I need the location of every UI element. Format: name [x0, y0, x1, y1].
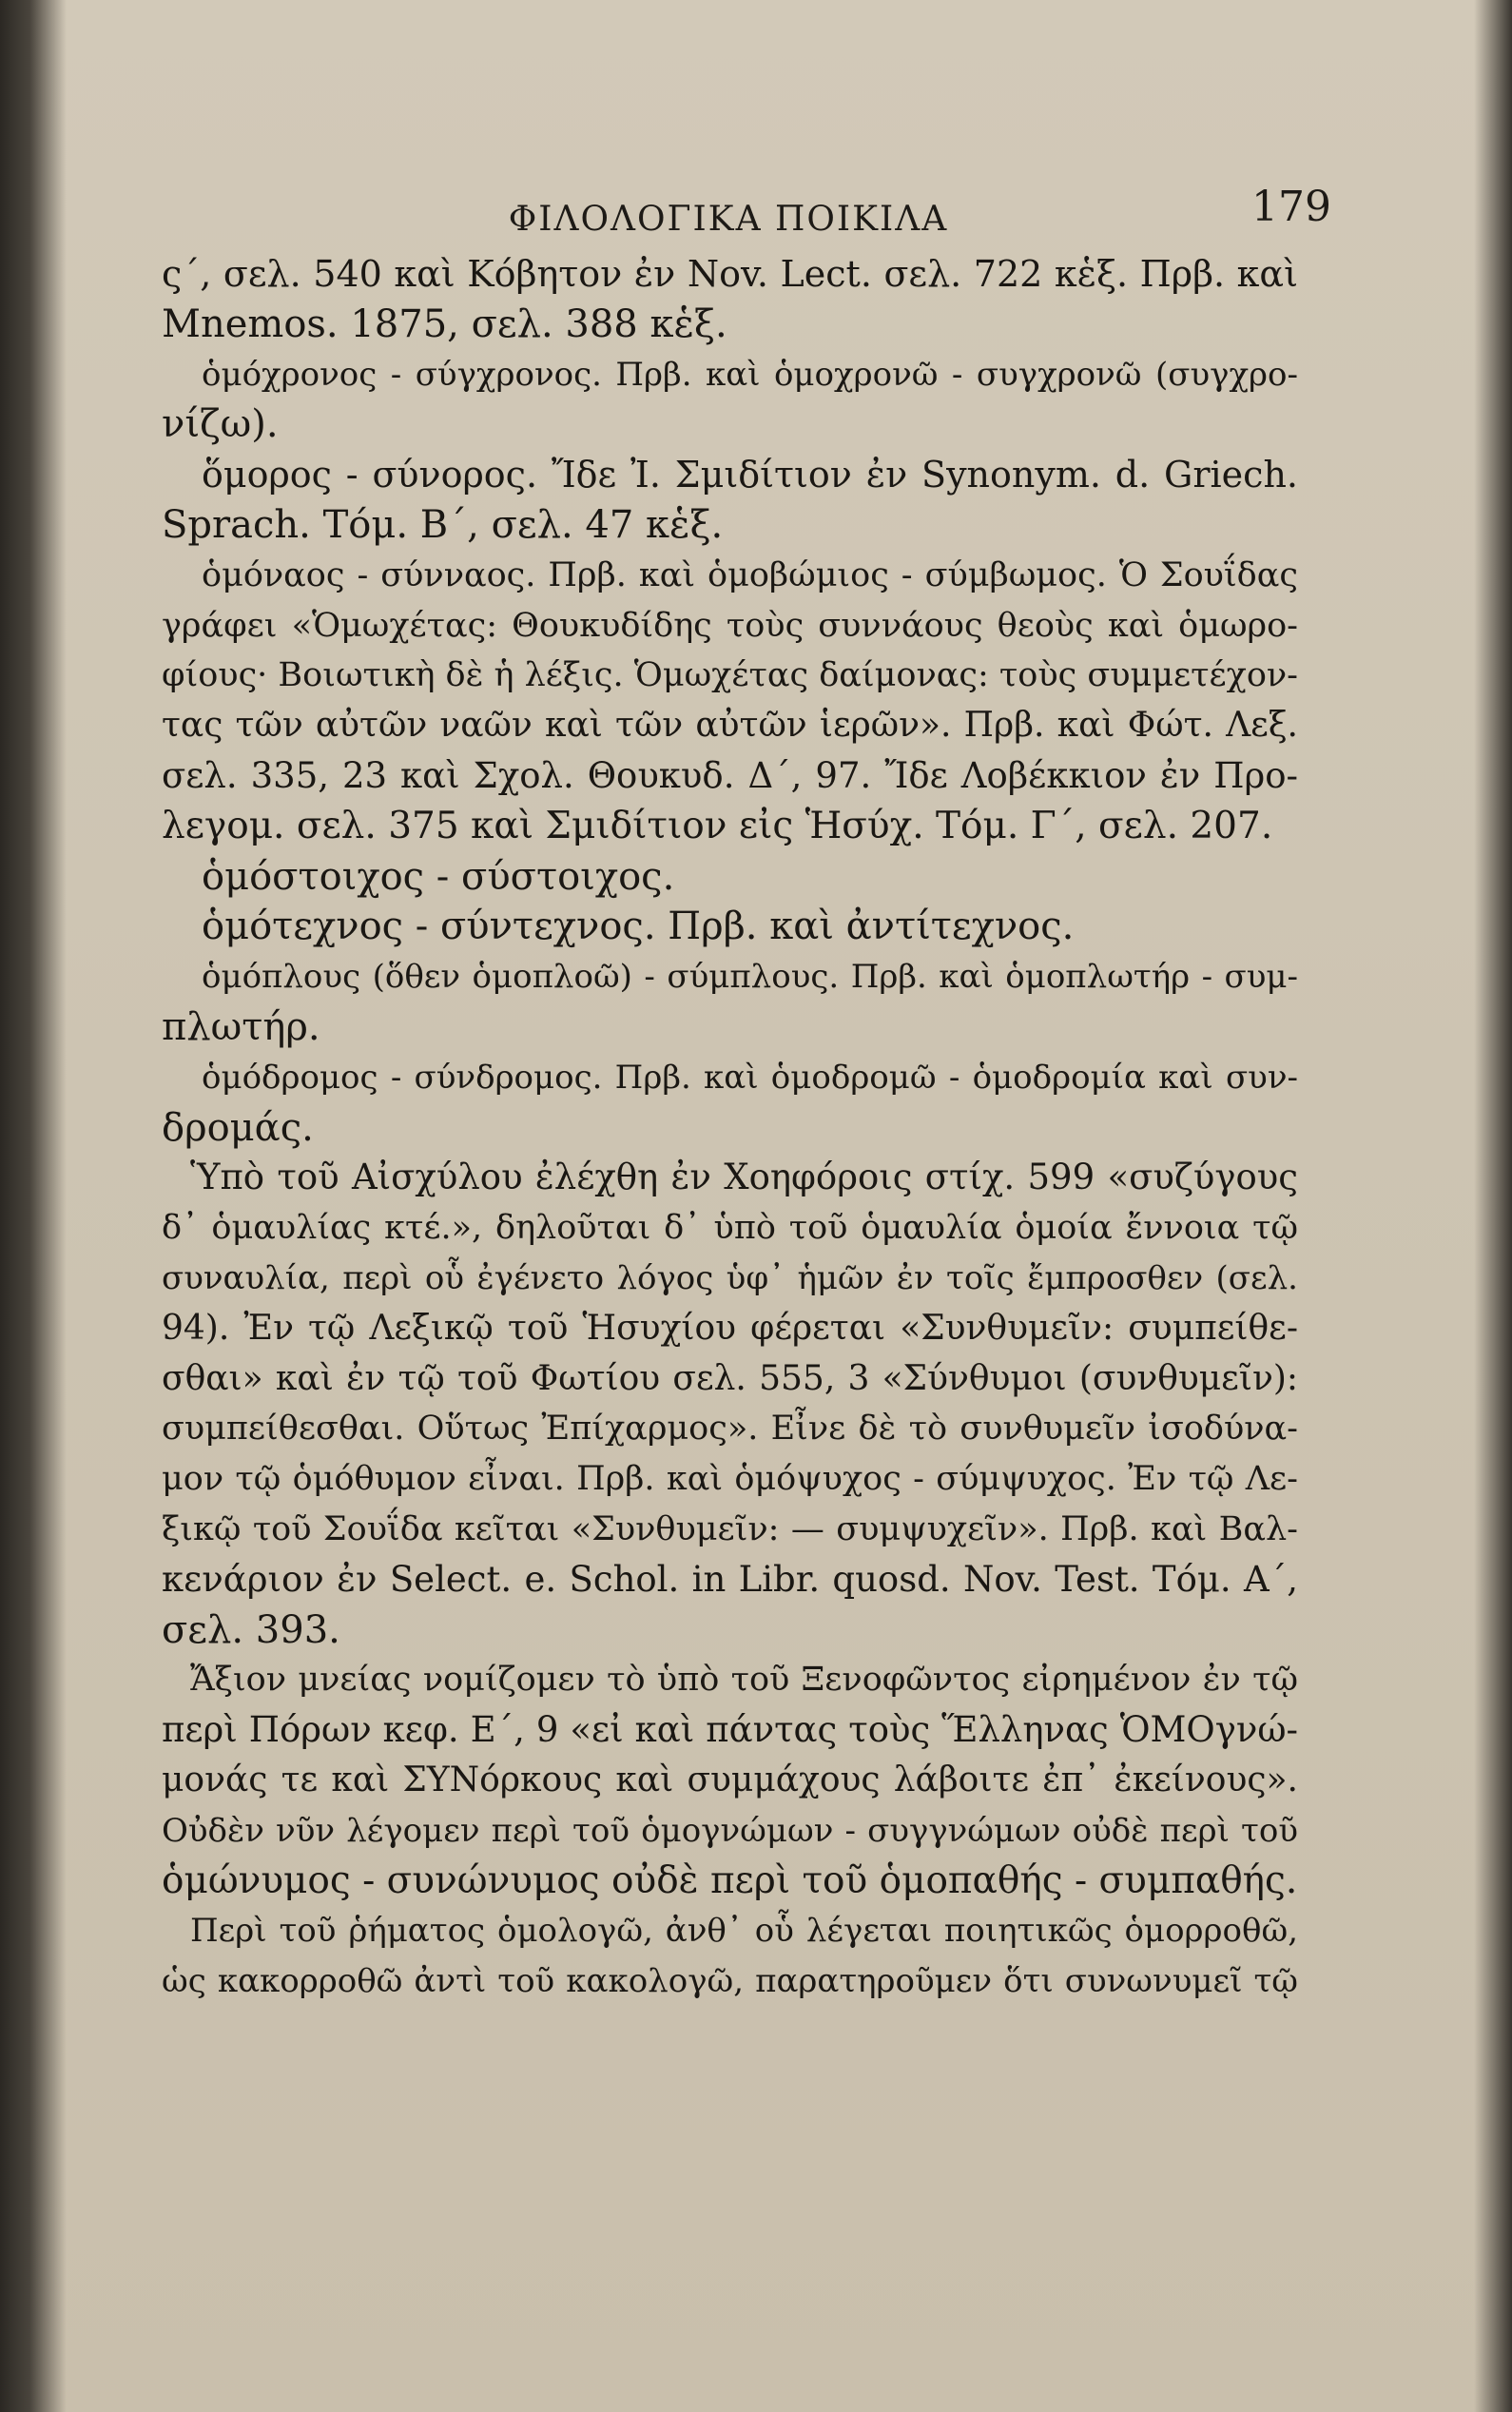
text-line: τας τῶν αὐτῶν ναῶν καὶ τῶν αὐτῶν ἱερῶν». Πρβ. καὶ Φώτ. Λεξ.: [162, 706, 1298, 746]
text-line: Οὐδὲν νῦν λέγομεν περὶ τοῦ ὁμογνώμων - συγγνώμων οὐδὲ περὶ τοῦ: [162, 1811, 1298, 1850]
text-line: περὶ Πόρων κεφ. Ε΄, 9 «εἰ καὶ πάντας τοὺς Ἕλληνας ὉΜΟγνώ-: [162, 1709, 1298, 1751]
text-line: ὁμώνυμος - συνώνυμος οὐδὲ περὶ τοῦ ὁμοπαθής - συμπαθής.: [162, 1858, 1298, 1902]
text-line: μονάς τε καὶ ΣΥΝόρκους καὶ συμμάχους λάβοιτε ἐπ᾽ ἐκείνους».: [162, 1760, 1298, 1799]
text-line: φίους· Βοιωτικὴ δὲ ἡ λέξις. Ὁμωχέτας δαίμονας: τοὺς συμμετέχον-: [162, 656, 1299, 695]
text-line: πλωτήρ.: [162, 1004, 320, 1049]
text-line: ὁμόναος - σύνναος. Πρβ. καὶ ὁμοβώμιος - σύμβωμος. Ὁ Σουΐδας: [202, 555, 1298, 594]
text-body: [162, 249, 1298, 2007]
text-line: ξικῷ τοῦ Σουΐδα κεῖται «Συνθυμεῖν: — συμψυχεῖν». Πρβ. καὶ Βαλ-: [162, 1509, 1298, 1548]
text-line: Περὶ τοῦ ῥήματος ὁμολογῶ, ἀνθ᾽ οὗ λέγεται ποιητικῶς ὁμορροθῶ,: [190, 1912, 1298, 1951]
text-line: σελ. 393.: [162, 1607, 340, 1652]
page-gutter-shadow: [0, 0, 67, 2412]
text-line: γράφει «Ὁμωχέτας: Θουκυδίδης τοὺς συννάους θεοὺς καὶ ὁμωρο-: [162, 606, 1298, 645]
text-line: κενάριον ἐν Select. e. Schol. in Libr. quosd. Nov. Test. Τόμ. Α΄,: [162, 1558, 1298, 1600]
page-number: 179: [1251, 183, 1331, 231]
text-line: 94). Ἐν τῷ Λεξικῷ τοῦ Ἡσυχίου φέρεται «Συνθυμεῖν: συμπείθε-: [162, 1308, 1298, 1348]
text-line: ὁμόχρονος - σύγχρονος. Πρβ. καὶ ὁμοχρονῶ - συγχρονῶ (συγχρο-: [202, 355, 1298, 394]
text-line: ὁμότεχνος - σύντεχνος. Πρβ. καὶ ἀντίτεχνος.: [202, 904, 1075, 949]
text-line: σθαι» καὶ ἐν τῷ τοῦ Φωτίου σελ. 555, 3 «Σύνθυμοι (συνθυμεῖν):: [162, 1358, 1298, 1398]
text-line: σελ. 335, 23 καὶ Σχολ. Θουκυδ. Δ΄, 97. Ἴδε Λοβέκκιον ἐν Προ-: [162, 754, 1298, 796]
text-line: Sprach. Τόμ. Β΄, σελ. 47 κἑξ.: [162, 502, 724, 547]
text-line: Ἄξιον μνείας νομίζομεν τὸ ὑπὸ τοῦ Ξενοφῶντος εἰρημένον ἐν τῷ: [190, 1661, 1298, 1700]
text-line: δ᾽ ὁμαυλίας κτέ.», δηλοῦται δ᾽ ὑπὸ τοῦ ὁμαυλία ὁμοία ἔννοια τῷ: [162, 1209, 1298, 1248]
text-line: λεγομ. σελ. 375 καὶ Σμιδίτιον εἰς Ἡσύχ. Τόμ. Γ΄, σελ. 207.: [162, 804, 1273, 847]
text-line: ς΄, σελ. 540 καὶ Κόβητον ἐν Nov. Lect. σελ. 722 κἑξ. Πρβ. καὶ: [162, 253, 1298, 295]
text-line: ὁμόστοιχος - σύστοιχος.: [202, 854, 675, 899]
text-line: Mnemos. 1875, σελ. 388 κἑξ.: [162, 302, 727, 346]
text-line: ὅμορος - σύνορος. Ἴδε Ἰ. Σμιδίτιον ἐν Synonym. d. Griech.: [202, 454, 1298, 496]
text-line: ὡς κακορροθῶ ἀντὶ τοῦ κακολογῶ, παρατηροῦμεν ὅτι συνωνυμεῖ τῷ: [162, 1962, 1298, 2001]
text-line: συμπείθεσθαι. Οὕτως Ἐπίχαρμος». Εἶνε δὲ τὸ συνθυμεῖν ἰσοδύνα-: [162, 1410, 1298, 1449]
text-line: ὁμόπλους (ὅθεν ὁμοπλοῶ) - σύμπλους. Πρβ. καὶ ὁμοπλωτήρ - συμ-: [202, 958, 1298, 997]
text-line: Ὑπὸ τοῦ Αἰσχύλου ἐλέχθη ἐν Χοηφόροις στίχ. 599 «συζύγους: [190, 1157, 1298, 1198]
page-edge-shadow: [1474, 0, 1512, 2412]
running-header: [162, 183, 1331, 239]
text-line: συναυλία, περὶ οὗ ἐγένετο λόγος ὑφ᾽ ἡμῶν ἐν τοῖς ἔμπροσθεν (σελ.: [162, 1258, 1298, 1297]
text-line: ὁμόδρομος - σύνδρομος. Πρβ. καὶ ὁμοδρομῶ - ὁμοδρομία καὶ συν-: [202, 1058, 1298, 1097]
text-line: μον τῷ ὁμόθυμον εἶναι. Πρβ. καὶ ὁμόψυχος - σύμψυχος. Ἐν τῷ Λε-: [162, 1460, 1298, 1499]
text-line: νίζω).: [162, 402, 279, 447]
running-title: ΦΙΛΟΛΟΓΙΚΑ ΠΟΙΚΙΛΑ: [508, 200, 949, 239]
text-line: δρομάς.: [162, 1105, 314, 1150]
